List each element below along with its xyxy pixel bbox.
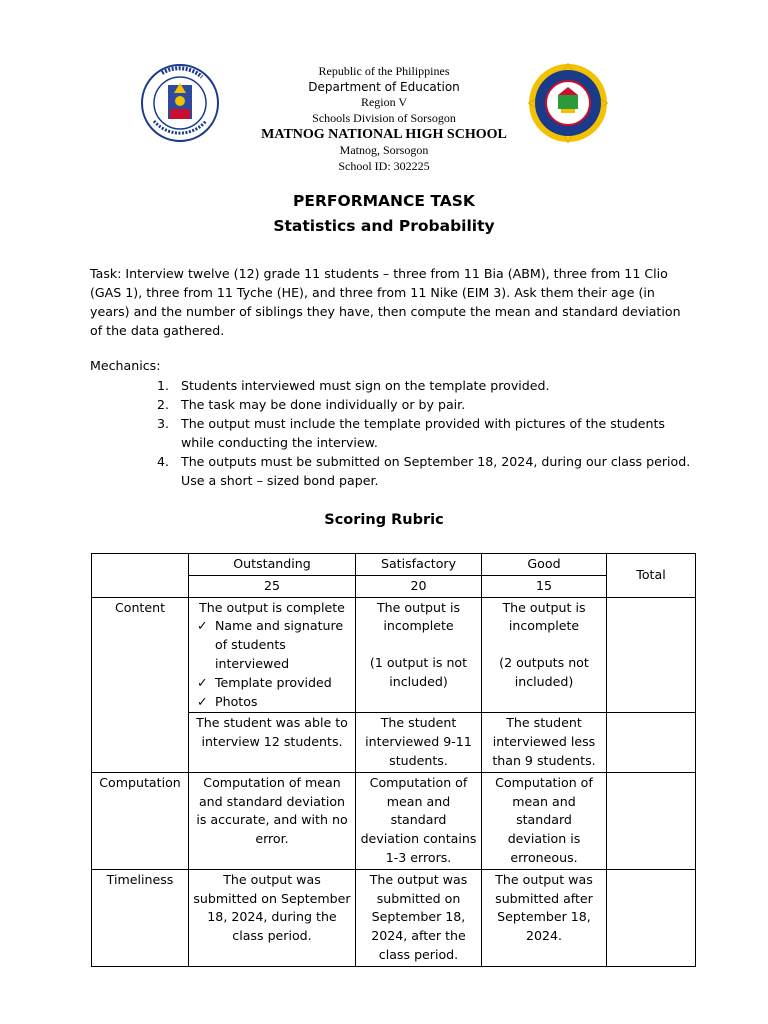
timeliness-good: The output was submitted after September 18, 2024. bbox=[482, 869, 607, 966]
content-satisfactory: The output is incomplete (1 output is not included) bbox=[356, 597, 482, 713]
list-item: ✓ Template provided bbox=[193, 674, 351, 693]
table-row bbox=[92, 869, 696, 966]
school-id: School ID: 302225 bbox=[338, 158, 430, 173]
interview-good: The student interviewed less than 9 students. bbox=[482, 713, 607, 772]
content-outstanding: The output is complete ✓ Name and signature of students interviewed ✓ Template provided ✓ Photos bbox=[189, 597, 356, 713]
criterion-computation: Computation bbox=[92, 772, 189, 869]
scoring-rubric-table bbox=[91, 553, 696, 967]
list-item: 1. Students interviewed must sign on the template provided. bbox=[157, 378, 550, 393]
list-item: ✓ Photos bbox=[193, 693, 351, 712]
check-icon: ✓ bbox=[197, 618, 208, 634]
points-outstanding: 25 bbox=[189, 575, 356, 597]
school-seal-icon bbox=[528, 63, 608, 143]
list-item: 2. The task may be done individually or by pair. bbox=[157, 397, 466, 412]
timeliness-satisfactory: The output was submitted on September 18, 2024, after the class period. bbox=[356, 869, 482, 966]
criterion-timeliness: Timeliness bbox=[92, 869, 189, 966]
header-satisfactory: Satisfactory bbox=[356, 554, 482, 576]
interview-outstanding: The student was able to interview 12 students. bbox=[189, 713, 356, 772]
school-address: Matnog, Sorsogon bbox=[339, 143, 429, 157]
header-line-republic: Republic of the Philippines bbox=[318, 64, 450, 78]
table-row bbox=[92, 597, 696, 713]
header-total: Total bbox=[607, 554, 696, 598]
document-subtitle: Statistics and Probability bbox=[273, 217, 495, 235]
list-item: ✓ Name and signature of students interviewed bbox=[197, 618, 344, 671]
content-good: The output is incomplete (2 outputs not included) bbox=[482, 597, 607, 713]
list-item: 4. The outputs must be submitted on September 18, 2024, during our class period. Use a short – sized bond paper. bbox=[157, 454, 691, 488]
task-description: Task: Interview twelve (12) grade 11 students – three from 11 Bia (ABM), three from 11 Clio (GAS 1), three from 11 Tyche (HE), and three from 11 Nike (EIM 3). Ask them their age (in years) and the number of siblings they have, then compute the mean and standard deviation of the data gathered. bbox=[90, 266, 681, 338]
deped-seal-icon bbox=[140, 63, 220, 143]
document-title: PERFORMANCE TASK bbox=[293, 192, 475, 210]
check-icon: ✓ bbox=[197, 674, 208, 690]
mechanics-label: Mechanics: bbox=[90, 358, 161, 373]
computation-satisfactory: Computation of mean and standard deviation contains 1-3 errors. bbox=[356, 772, 482, 869]
criterion-content: Content bbox=[92, 597, 189, 772]
computation-outstanding: Computation of mean and standard deviation is accurate, and with no error. bbox=[189, 772, 356, 869]
school-name: MATNOG NATIONAL HIGH SCHOOL bbox=[261, 127, 507, 142]
header-line-region: Region V bbox=[360, 95, 408, 109]
header-outstanding: Outstanding bbox=[189, 554, 356, 576]
header-line-department: Department of Education bbox=[308, 79, 460, 94]
header-good: Good bbox=[482, 554, 607, 576]
table-row bbox=[92, 554, 696, 576]
header-line-division: Schools Division of Sorsogon bbox=[312, 110, 456, 125]
rubric-title: Scoring Rubric bbox=[324, 512, 444, 528]
timeliness-outstanding: The output was submitted on September 18, 2024, during the class period. bbox=[189, 869, 356, 966]
points-satisfactory: 20 bbox=[356, 575, 482, 597]
list-item: 3. The output must include the template provided with pictures of the students while conducting the interview. bbox=[157, 416, 665, 450]
computation-good: Computation of mean and standard deviation is erroneous. bbox=[482, 772, 607, 869]
points-good: 15 bbox=[482, 575, 607, 597]
mechanics-list bbox=[157, 376, 697, 490]
letterhead bbox=[0, 0, 768, 175]
check-icon: ✓ bbox=[197, 693, 208, 709]
interview-satisfactory: The student interviewed 9-11 students. bbox=[356, 713, 482, 772]
table-row bbox=[92, 772, 696, 869]
